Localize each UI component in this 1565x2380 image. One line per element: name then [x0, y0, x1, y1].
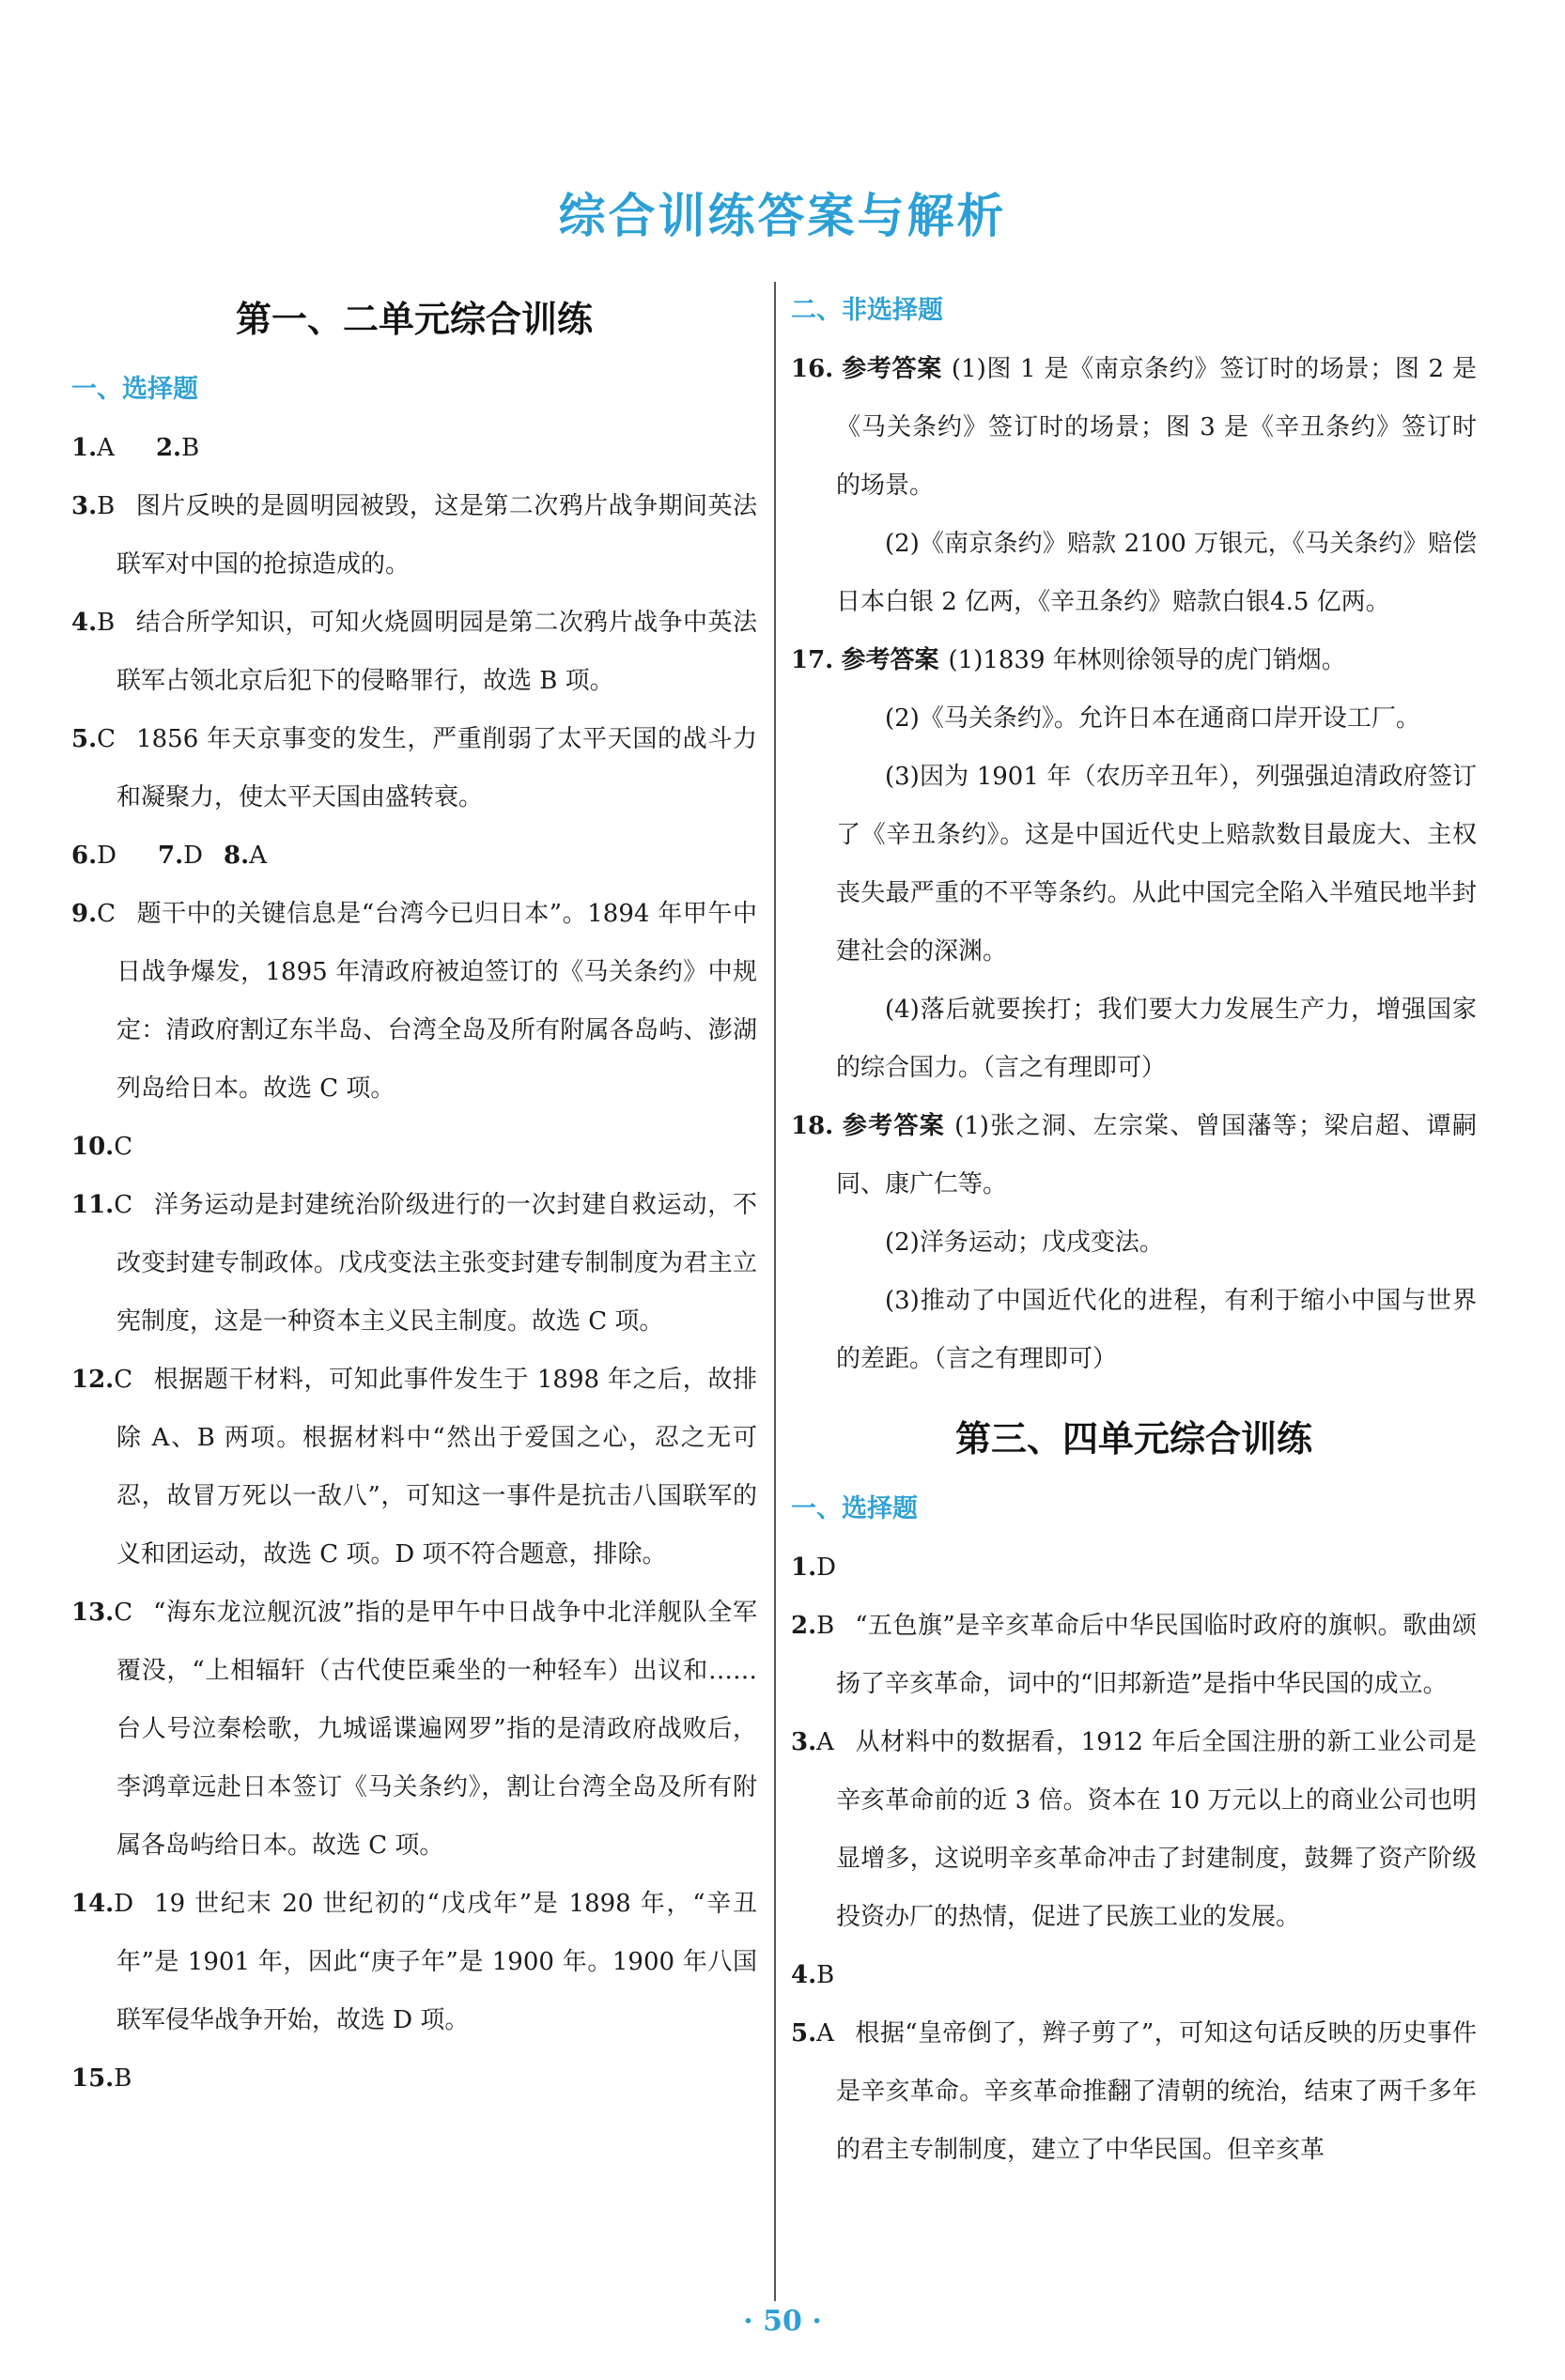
- question-number: 11.: [71, 1191, 115, 1219]
- answer-item: [71, 1351, 757, 1584]
- section-heading-choice-2: 一、选择题: [791, 1494, 918, 1523]
- left-answer-list: [71, 419, 757, 2108]
- sub-answer-text: (3)因为 1901 年（农历辛丑年），列强强迫清政府签订了《辛丑条约》。这是中国近代史上赔款数目最庞大、主权丧失最严重的不平等条约。从此中国完全陷入半殖民地半封建社会的深渊。: [836, 763, 1477, 966]
- explanation-text: 题干中的关键信息是“台湾今已归日本”。1894 年甲午中日战争爆发，1895 年清政府被迫签订的《马关条约》中规定：清政府割辽东半岛、台湾全岛及所有附属各岛屿、澎湖列岛给日本。故选 C 项。: [116, 900, 757, 1103]
- answer-text: (1)1839 年林则徐领导的虎门销烟。: [948, 646, 1346, 674]
- column-divider: [774, 282, 776, 2301]
- question-number: 7.: [158, 842, 184, 870]
- question-number: 6.: [71, 842, 98, 870]
- right-answer-list-2: [791, 1538, 1477, 2179]
- unit-title-3-4: 第三、四单元综合训练: [954, 1418, 1312, 1460]
- sub-answer-text: (3)推动了中国近代化的进程，有利于缩小中国与世界的差距。（言之有理即可）: [836, 1287, 1477, 1373]
- answer-item: [71, 594, 757, 710]
- reference-answer-item: [791, 340, 1477, 515]
- reference-answer-item: [791, 1097, 1477, 1213]
- question-number: 16.: [791, 355, 834, 383]
- question-number: 15.: [71, 2064, 115, 2093]
- question-number: 18.: [791, 1112, 834, 1140]
- question-number: 12.: [71, 1366, 115, 1394]
- question-number: 3.: [71, 492, 98, 520]
- question-number: 17.: [791, 646, 834, 674]
- left-column: [71, 282, 757, 2108]
- question-number: 9.: [71, 900, 98, 928]
- page-title: 综合训练答案与解析: [558, 188, 1007, 243]
- explanation-text: “五色旗”是辛亥革命后中华民国临时政府的旗帜。歌曲颂扬了辛亥革命，词中的“旧邦新造”是指中华民国的成立。: [836, 1612, 1477, 1698]
- reference-label: 参考答案: [842, 355, 942, 383]
- answer-item: [791, 1538, 1477, 1597]
- question-number: 1.: [71, 434, 98, 462]
- answer-letter: D: [183, 842, 204, 870]
- answer-item: [71, 885, 757, 1118]
- unit-title-1-2: 第一、二单元综合训练: [235, 299, 593, 340]
- answer-text: (1)张之洞、左宗棠、曾国藩等；梁启超、谭嗣同、康广仁等。: [836, 1112, 1477, 1198]
- question-number: 13.: [71, 1599, 115, 1627]
- answer-letter: B: [97, 609, 116, 637]
- reference-answer-item: [791, 631, 1477, 689]
- question-number: 5.: [791, 2019, 817, 2048]
- answer-text: (1)图 1 是《南京条约》签订时的场景；图 2 是《马关条约》签订时的场景；图 3 是《辛丑条约》签订时的场景。: [836, 355, 1477, 500]
- answer-letter: C: [97, 900, 116, 928]
- sub-answer-text: (2)洋务运动；戊戌变法。: [885, 1229, 1164, 1257]
- answer-item: [71, 827, 757, 885]
- question-number: 4.: [71, 609, 98, 637]
- answer-letter: B: [181, 434, 200, 462]
- answer-pair: [156, 434, 199, 462]
- section-heading-non-choice: 二、非选择题: [791, 296, 943, 325]
- explanation-text: 洋务运动是封建统治阶级进行的一次封建自救运动，不改变封建专制政体。戊戌变法主张变封建专制制度为君主立宪制度，这是一种资本主义民主制度。故选 C 项。: [116, 1191, 757, 1336]
- page-number: · 50 ·: [743, 2305, 822, 2338]
- question-number: 1.: [791, 1553, 817, 1582]
- answer-letter: C: [97, 725, 116, 753]
- answer-item: [791, 1713, 1477, 1946]
- question-number: 8.: [224, 842, 250, 870]
- question-number: 3.: [791, 1728, 817, 1756]
- answer-item: [71, 1176, 757, 1351]
- explanation-text: 19 世纪末 20 世纪初的“戊戌年”是 1898 年，“辛丑年”是 1901 年，因此“庚子年”是 1900 年。1900 年八国联军侵华战争开始，故选 D 项。: [116, 1890, 757, 2034]
- question-number: 10.: [71, 1133, 115, 1161]
- explanation-text: “海东龙泣舰沉波”指的是甲午中日战争中北洋舰队全军覆没，“上相辐轩（古代使臣乘坐的一种轻车）出议和……台人号泣秦桧歌，九城谣谍遍网罗”指的是清政府战败后，李鸿章远赴日本签订《马关条约》，割让台湾全岛及所有附属各岛屿给日本。故选 C 项。: [116, 1599, 757, 1860]
- sub-answer-text: (2)《南京条约》赔款 2100 万银元，《马关条约》赔偿日本白银 2 亿两，《辛丑条约》赔款白银4.5 亿两。: [836, 530, 1477, 616]
- answer-letter: B: [816, 1612, 835, 1640]
- sub-answer-text: (2)《马关条约》。允许日本在通商口岸开设工厂。: [885, 704, 1420, 733]
- answer-letter: B: [114, 2064, 132, 2093]
- question-number: 2.: [155, 434, 182, 462]
- answer-item: [71, 1584, 757, 1875]
- answer-letter: D: [97, 842, 117, 870]
- answer-letter: A: [816, 2019, 834, 2048]
- answer-letter: D: [816, 1553, 837, 1582]
- answer-item: [71, 1118, 757, 1176]
- answer-letter: B: [816, 1961, 835, 1989]
- sub-answer-text: (4)落后就要挨打；我们要大力发展生产力，增强国家的综合国力。（言之有理即可）: [836, 996, 1477, 1082]
- question-number: 14.: [71, 1890, 115, 1918]
- question-number: 4.: [791, 1961, 817, 1989]
- question-number: 2.: [791, 1612, 817, 1640]
- answer-item: [71, 419, 757, 477]
- right-answer-list: [791, 340, 1477, 1388]
- answer-letter: C: [114, 1133, 133, 1161]
- answer-item: [791, 1946, 1477, 2004]
- answer-item: [71, 1875, 757, 2049]
- answer-pair: [224, 842, 267, 870]
- answer-item: [791, 2004, 1477, 2179]
- answer-letter: A: [249, 842, 267, 870]
- answer-letter: C: [114, 1366, 133, 1394]
- answer-item: [71, 477, 757, 594]
- explanation-text: 图片反映的是圆明园被毁，这是第二次鸦片战争期间英法联军对中国的抢掠造成的。: [116, 492, 757, 579]
- explanation-text: 1856 年天京事变的发生，严重削弱了太平天国的战斗力和凝聚力，使太平天国由盛转衰。: [116, 725, 757, 811]
- right-column: [791, 282, 1477, 2179]
- answer-item: [71, 710, 757, 827]
- answer-pair: [158, 842, 203, 870]
- answer-item: [791, 1597, 1477, 1713]
- explanation-text: 根据“皇帝倒了，辫子剪了”，可知这句话反映的历史事件是辛亥革命。辛亥革命推翻了清朝的统治，结束了两千多年的君主专制制度，建立了中华民国。但辛亥革: [836, 2019, 1477, 2164]
- explanation-text: 从材料中的数据看，1912 年后全国注册的新工业公司是辛亥革命前的近 3 倍。资本在 10 万元以上的商业公司也明显增多，这说明辛亥革命冲击了封建制度，鼓舞了资产阶级投资办厂的热情，促进了民族工业的发展。: [836, 1728, 1477, 1931]
- answer-letter: D: [114, 1890, 134, 1918]
- explanation-text: 结合所学知识，可知火烧圆明园是第二次鸦片战争中英法联军占领北京后犯下的侵略罪行，故选 B 项。: [116, 609, 757, 695]
- section-heading-choice: 一、选择题: [71, 375, 198, 404]
- answer-letter: C: [114, 1599, 133, 1627]
- answer-letter: B: [97, 492, 116, 520]
- answer-item: [71, 2049, 757, 2108]
- question-number: 5.: [71, 725, 98, 753]
- reference-label: 参考答案: [842, 1112, 946, 1140]
- explanation-text: 根据题干材料，可知此事件发生于 1898 年之后，故排除 A、B 两项。根据材料中“然出于爱国之心，忍之无可忍，故冒万死以一敌八”，可知这一事件是抗击八国联军的义和团运动，故选 C 项。D 项不符合题意，排除。: [116, 1366, 757, 1569]
- answer-letter: A: [97, 434, 115, 462]
- reference-label: 参考答案: [841, 646, 939, 674]
- answer-letter: C: [114, 1191, 133, 1219]
- answer-letter: A: [816, 1728, 834, 1756]
